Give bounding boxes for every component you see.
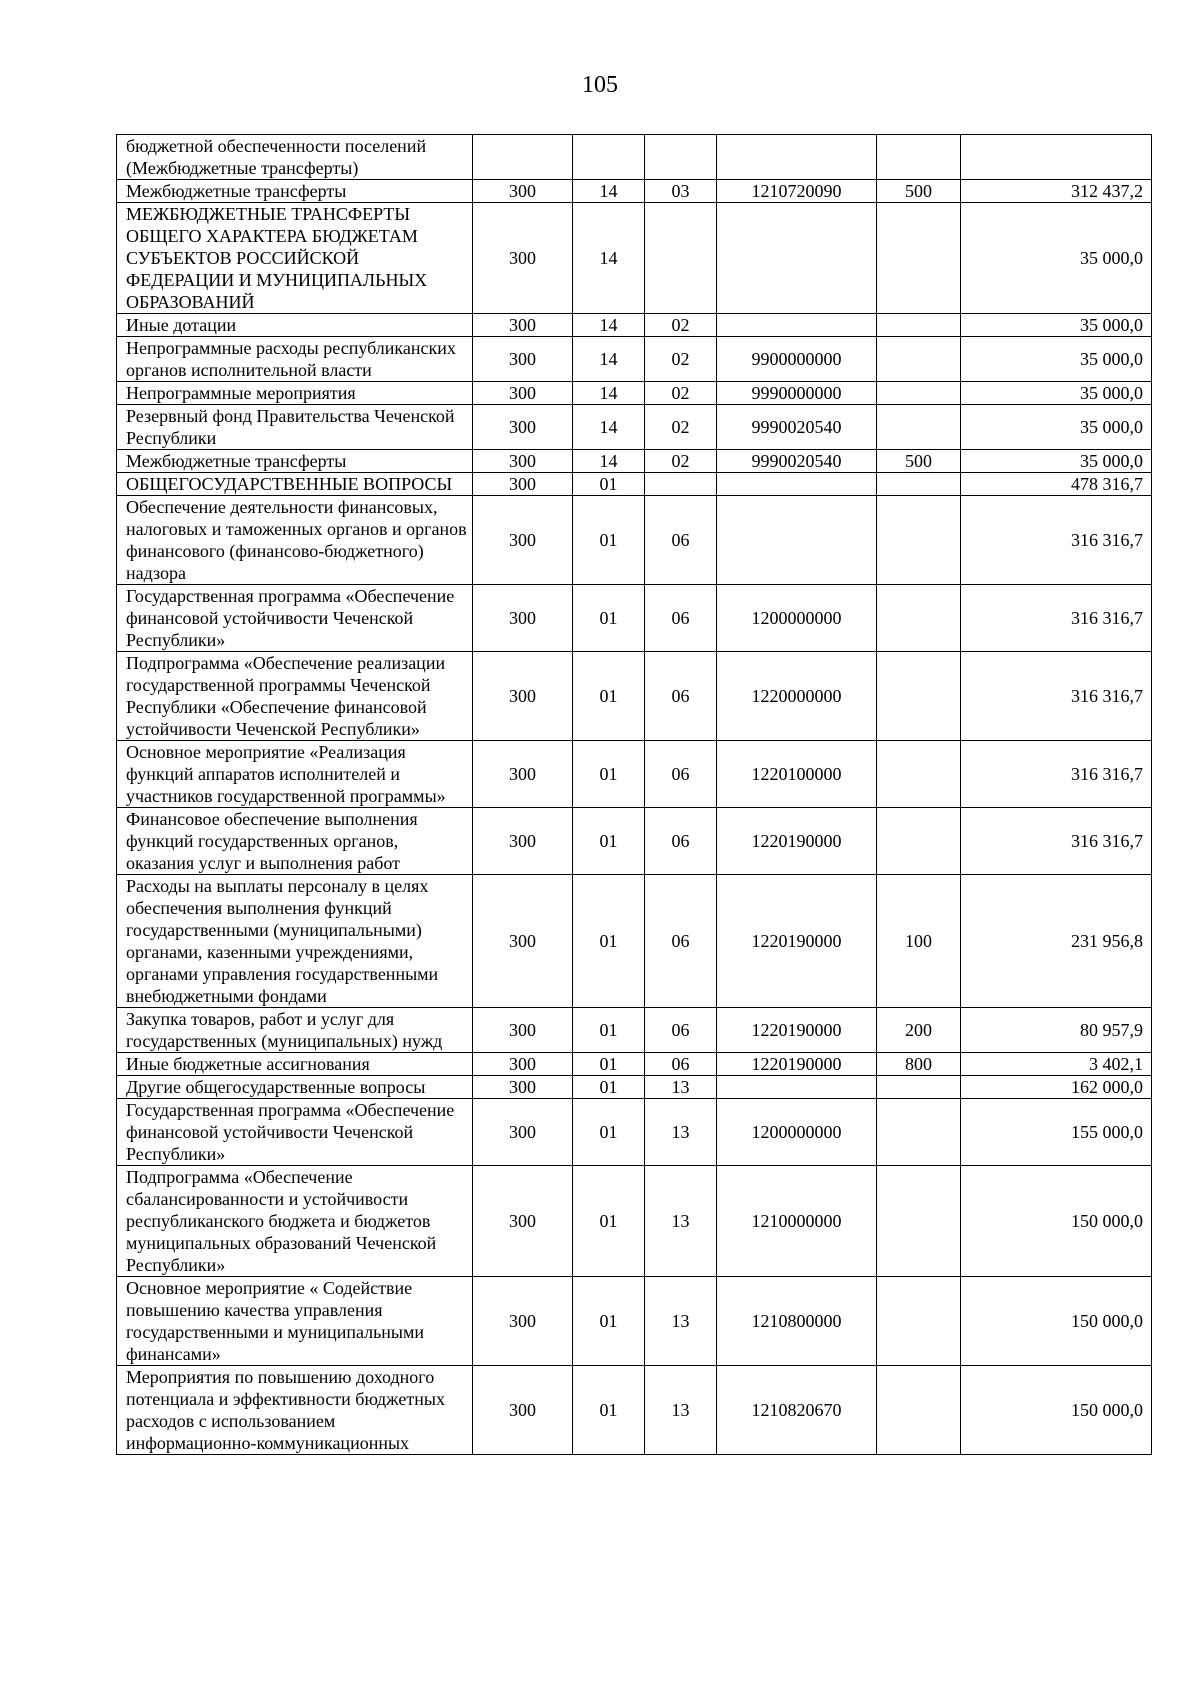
row-name-cell: ОБЩЕГОСУДАРСТВЕННЫЕ ВОПРОСЫ [117,473,473,496]
amount-cell: 35 000,0 [961,405,1152,450]
expense-type-cell: 200 [877,1008,961,1053]
table-row [117,1008,1152,1053]
section-cell: 01 [573,585,645,652]
section-cell: 01 [573,1277,645,1366]
expense-type-cell [877,314,961,337]
target-item-cell [717,203,877,314]
table-row [117,314,1152,337]
expense-type-cell: 500 [877,180,961,203]
expense-type-cell [877,652,961,741]
table-row [117,1099,1152,1166]
target-item-cell [717,135,877,180]
table-row [117,337,1152,382]
table-row [117,203,1152,314]
subsection-cell: 02 [645,314,717,337]
grbs-cell: 300 [473,382,573,405]
table-row [117,405,1152,450]
table-row [117,585,1152,652]
expense-type-cell [877,337,961,382]
row-name-cell: Основное мероприятие «Реализация функций аппаратов исполнителей и участников государственной программы» [117,741,473,808]
target-item-cell: 1220000000 [717,652,877,741]
target-item-cell: 9900000000 [717,337,877,382]
subsection-cell: 06 [645,585,717,652]
section-cell: 01 [573,1008,645,1053]
row-name-cell: Основное мероприятие « Содействие повышению качества управления государственными и муниципальными финансами» [117,1277,473,1366]
target-item-cell: 1220190000 [717,875,877,1008]
target-item-cell: 1220190000 [717,1008,877,1053]
target-item-cell: 1210000000 [717,1166,877,1277]
table-row [117,1366,1152,1455]
grbs-cell: 300 [473,1099,573,1166]
section-cell: 14 [573,180,645,203]
grbs-cell: 300 [473,1277,573,1366]
expense-type-cell [877,1166,961,1277]
row-name-cell: Межбюджетные трансферты [117,450,473,473]
expense-type-cell [877,473,961,496]
amount-cell: 35 000,0 [961,314,1152,337]
subsection-cell: 06 [645,496,717,585]
table-row [117,1053,1152,1076]
section-cell: 01 [573,1053,645,1076]
grbs-cell: 300 [473,203,573,314]
grbs-cell: 300 [473,1166,573,1277]
expense-type-cell [877,585,961,652]
amount-cell: 150 000,0 [961,1166,1152,1277]
amount-cell: 3 402,1 [961,1053,1152,1076]
section-cell: 01 [573,741,645,808]
section-cell [573,135,645,180]
expense-type-cell [877,135,961,180]
section-cell: 01 [573,1099,645,1166]
table-row [117,741,1152,808]
row-name-cell: Закупка товаров, работ и услуг для государственных (муниципальных) нужд [117,1008,473,1053]
row-name-cell: Государственная программа «Обеспечение финансовой устойчивости Чеченской Республики» [117,585,473,652]
subsection-cell: 06 [645,1008,717,1053]
amount-cell: 155 000,0 [961,1099,1152,1166]
grbs-cell: 300 [473,314,573,337]
section-cell: 14 [573,314,645,337]
subsection-cell: 06 [645,875,717,1008]
amount-cell: 35 000,0 [961,337,1152,382]
target-item-cell: 9990020540 [717,405,877,450]
section-cell: 14 [573,405,645,450]
amount-cell: 150 000,0 [961,1366,1152,1455]
target-item-cell: 1220190000 [717,808,877,875]
section-cell: 01 [573,875,645,1008]
row-name-cell: Государственная программа «Обеспечение финансовой устойчивости Чеченской Республики» [117,1099,473,1166]
grbs-cell: 300 [473,473,573,496]
target-item-cell: 9990020540 [717,450,877,473]
section-cell: 01 [573,1166,645,1277]
amount-cell: 80 957,9 [961,1008,1152,1053]
expense-type-cell [877,1277,961,1366]
amount-cell [961,135,1152,180]
expense-type-cell [877,808,961,875]
grbs-cell: 300 [473,1053,573,1076]
subsection-cell: 06 [645,652,717,741]
table-row [117,473,1152,496]
section-cell: 14 [573,203,645,314]
grbs-cell: 300 [473,875,573,1008]
row-name-cell: МЕЖБЮДЖЕТНЫЕ ТРАНСФЕРТЫ ОБЩЕГО ХАРАКТЕРА БЮДЖЕТАМ СУБЪЕКТОВ РОССИЙСКОЙ ФЕДЕРАЦИИ И МУНИЦИПАЛЬНЫХ ОБРАЗОВАНИЙ [117,203,473,314]
table-row [117,450,1152,473]
target-item-cell: 9990000000 [717,382,877,405]
expense-type-cell [877,382,961,405]
section-cell: 01 [573,496,645,585]
section-cell: 14 [573,337,645,382]
amount-cell: 231 956,8 [961,875,1152,1008]
subsection-cell [645,473,717,496]
amount-cell: 150 000,0 [961,1277,1152,1366]
subsection-cell: 03 [645,180,717,203]
row-name-cell: Непрограммные мероприятия [117,382,473,405]
section-cell: 01 [573,473,645,496]
grbs-cell: 300 [473,337,573,382]
expense-type-cell [877,1076,961,1099]
amount-cell: 35 000,0 [961,450,1152,473]
grbs-cell: 300 [473,496,573,585]
subsection-cell: 06 [645,741,717,808]
expense-type-cell [877,405,961,450]
row-name-cell: Другие общегосударственные вопросы [117,1076,473,1099]
subsection-cell: 02 [645,405,717,450]
table-row [117,875,1152,1008]
amount-cell: 316 316,7 [961,652,1152,741]
row-name-cell: Подпрограмма «Обеспечение реализации государственной программы Чеченской Республики «Обеспечение финансовой устойчивости Чеченской Республики» [117,652,473,741]
grbs-cell: 300 [473,450,573,473]
table-row [117,135,1152,180]
section-cell: 01 [573,652,645,741]
amount-cell: 478 316,7 [961,473,1152,496]
subsection-cell: 13 [645,1366,717,1455]
subsection-cell: 02 [645,382,717,405]
amount-cell: 316 316,7 [961,585,1152,652]
table-row [117,1166,1152,1277]
section-cell: 01 [573,1076,645,1099]
subsection-cell: 13 [645,1076,717,1099]
section-cell: 01 [573,1366,645,1455]
grbs-cell: 300 [473,808,573,875]
target-item-cell [717,473,877,496]
grbs-cell [473,135,573,180]
table-row [117,382,1152,405]
target-item-cell [717,1076,877,1099]
target-item-cell: 1220190000 [717,1053,877,1076]
section-cell: 14 [573,450,645,473]
row-name-cell: Расходы на выплаты персоналу в целях обеспечения выполнения функций государственными (муниципальными) органами, казенными учреждениями, органами управления государственными внебюджетными фондами [117,875,473,1008]
row-name-cell: Финансовое обеспечение выполнения функций государственных органов, оказания услуг и выполнения работ [117,808,473,875]
amount-cell: 316 316,7 [961,808,1152,875]
grbs-cell: 300 [473,585,573,652]
target-item-cell: 1220100000 [717,741,877,808]
table-row [117,496,1152,585]
target-item-cell: 1200000000 [717,1099,877,1166]
budget-table [116,134,1152,1455]
target-item-cell: 1200000000 [717,585,877,652]
grbs-cell: 300 [473,405,573,450]
subsection-cell: 13 [645,1277,717,1366]
subsection-cell: 06 [645,1053,717,1076]
page-number: 105 [582,72,618,98]
target-item-cell [717,496,877,585]
table-row [117,1277,1152,1366]
budget-table-body [117,135,1152,1455]
section-cell: 01 [573,808,645,875]
amount-cell: 316 316,7 [961,741,1152,808]
row-name-cell: Подпрограмма «Обеспечение сбалансированности и устойчивости республиканского бюджета и бюджетов муниципальных образований Чеченской Республики» [117,1166,473,1277]
target-item-cell: 1210800000 [717,1277,877,1366]
section-cell: 14 [573,382,645,405]
subsection-cell [645,135,717,180]
target-item-cell [717,314,877,337]
expense-type-cell [877,203,961,314]
grbs-cell: 300 [473,1366,573,1455]
expense-type-cell [877,1099,961,1166]
row-name-cell: Межбюджетные трансферты [117,180,473,203]
expense-type-cell: 800 [877,1053,961,1076]
subsection-cell: 02 [645,450,717,473]
grbs-cell: 300 [473,652,573,741]
amount-cell: 35 000,0 [961,382,1152,405]
expense-type-cell [877,1366,961,1455]
row-name-cell: Мероприятия по повышению доходного потенциала и эффективности бюджетных расходов с использованием информационно-коммуникационных [117,1366,473,1455]
grbs-cell: 300 [473,1076,573,1099]
expense-type-cell [877,741,961,808]
subsection-cell [645,203,717,314]
row-name-cell: Иные дотации [117,314,473,337]
grbs-cell: 300 [473,741,573,808]
amount-cell: 316 316,7 [961,496,1152,585]
subsection-cell: 13 [645,1099,717,1166]
grbs-cell: 300 [473,1008,573,1053]
grbs-cell: 300 [473,180,573,203]
subsection-cell: 13 [645,1166,717,1277]
expense-type-cell [877,496,961,585]
table-row [117,180,1152,203]
target-item-cell: 1210720090 [717,180,877,203]
table-row [117,808,1152,875]
expense-type-cell: 100 [877,875,961,1008]
amount-cell: 35 000,0 [961,203,1152,314]
row-name-cell: Иные бюджетные ассигнования [117,1053,473,1076]
row-name-cell: бюджетной обеспеченности поселений (Межбюджетные трансферты) [117,135,473,180]
row-name-cell: Непрограммные расходы республиканских органов исполнительной власти [117,337,473,382]
target-item-cell: 1210820670 [717,1366,877,1455]
subsection-cell: 06 [645,808,717,875]
row-name-cell: Резервный фонд Правительства Чеченской Республики [117,405,473,450]
table-row [117,1076,1152,1099]
subsection-cell: 02 [645,337,717,382]
row-name-cell: Обеспечение деятельности финансовых, налоговых и таможенных органов и органов финансового (финансово-бюджетного) надзора [117,496,473,585]
amount-cell: 162 000,0 [961,1076,1152,1099]
table-row [117,652,1152,741]
expense-type-cell: 500 [877,450,961,473]
amount-cell: 312 437,2 [961,180,1152,203]
